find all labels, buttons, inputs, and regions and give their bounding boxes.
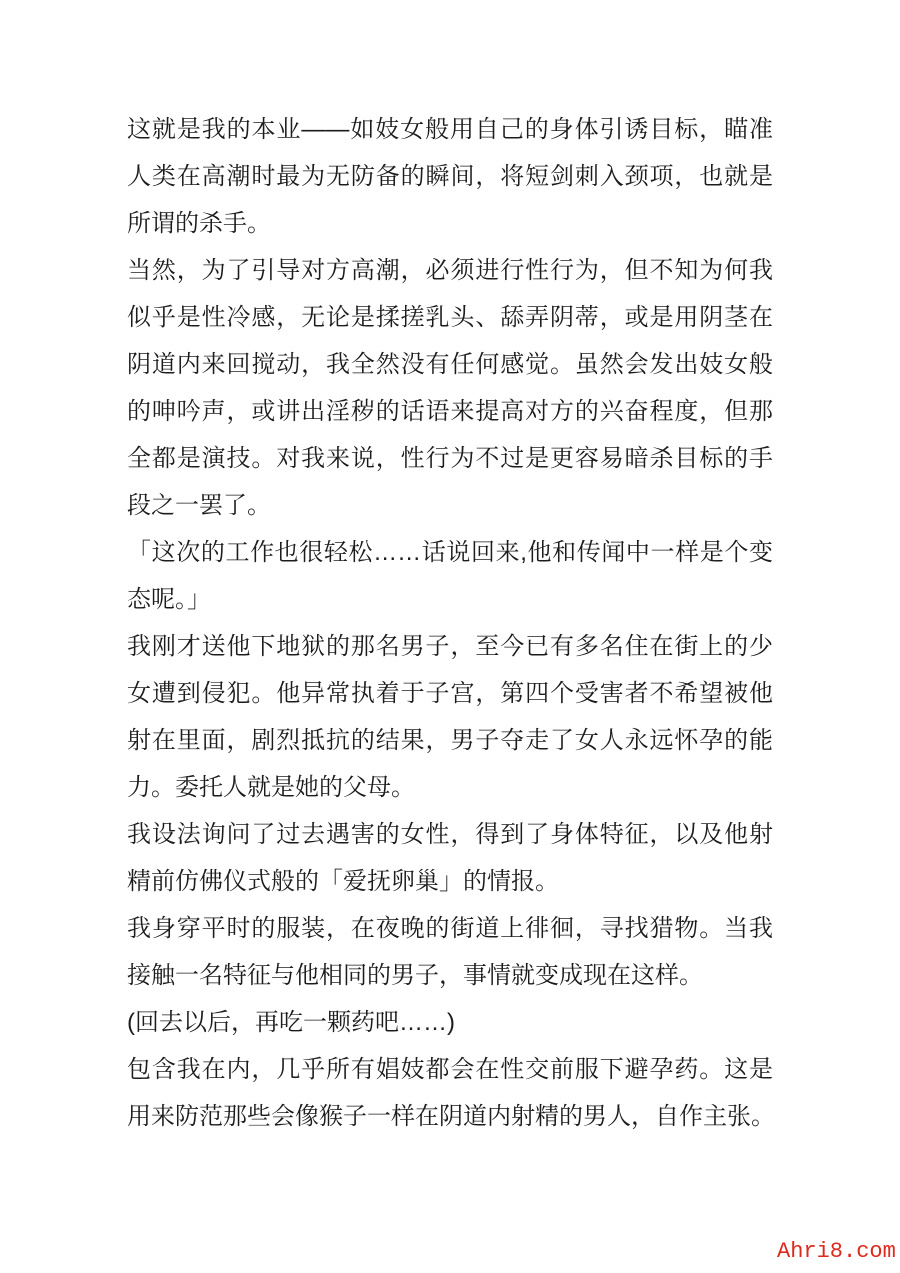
text-line: 包含我在内，几乎所有娼妓都会在性交前服下避孕药。这是 [127, 1056, 773, 1083]
text-line: 人类在高潮时最为无防备的瞬间，将短剑刺入颈项，也就是 [127, 163, 773, 190]
text-line: 我身穿平时的服装，在夜晚的街道上徘徊，寻找猎物。当我 [127, 915, 773, 942]
body-text [127, 106, 773, 1140]
text-line: 接触一名特征与他相同的男子，事情就变成现在这样。 [127, 962, 703, 989]
text-line: 态呢。」 [127, 586, 211, 613]
text-line: 段之一罢了。 [127, 492, 271, 519]
text-line: 的呻吟声，或讲出淫秽的话语来提高对方的兴奋程度，但那 [127, 398, 773, 425]
text-line: 女遭到侵犯。他异常执着于子宫，第四个受害者不希望被他 [127, 680, 773, 707]
text-line: 我刚才送他下地狱的那名男子，至今已有多名住在街上的少 [127, 633, 773, 660]
text-line: 力。委托人就是她的父母。 [127, 774, 415, 801]
text-line: (回去以后，再吃一颗药吧……) [127, 1009, 455, 1036]
text-line: 射在里面，剧烈抵抗的结果，男子夺走了女人永远怀孕的能 [127, 727, 773, 754]
text-line: 「这次的工作也很轻松……话说回来,他和传闻中一样是个变 [127, 539, 773, 566]
text-line: 这就是我的本业——如妓女般用自己的身体引诱目标，瞄准 [127, 116, 773, 143]
text-line: 当然，为了引导对方高潮，必须进行性行为，但不知为何我 [127, 257, 773, 284]
text-line: 我设法询问了过去遇害的女性，得到了身体特征，以及他射 [127, 821, 773, 848]
text-line: 用来防范那些会像猴子一样在阴道内射精的男人，自作主张。 [127, 1103, 775, 1130]
watermark: Ahri8.com [777, 1239, 896, 1264]
text-line: 精前仿佛仪式般的「爱抚卵巢」的情报。 [127, 868, 559, 895]
text-line: 全都是演技。对我来说，性行为不过是更容易暗杀目标的手 [127, 445, 773, 472]
text-line: 似乎是性冷感，无论是揉搓乳头、舔弄阴蒂，或是用阴茎在 [127, 304, 773, 331]
text-line: 所谓的杀手。 [127, 210, 271, 237]
text-line: 阴道内来回搅动，我全然没有任何感觉。虽然会发出妓女般 [127, 351, 773, 378]
